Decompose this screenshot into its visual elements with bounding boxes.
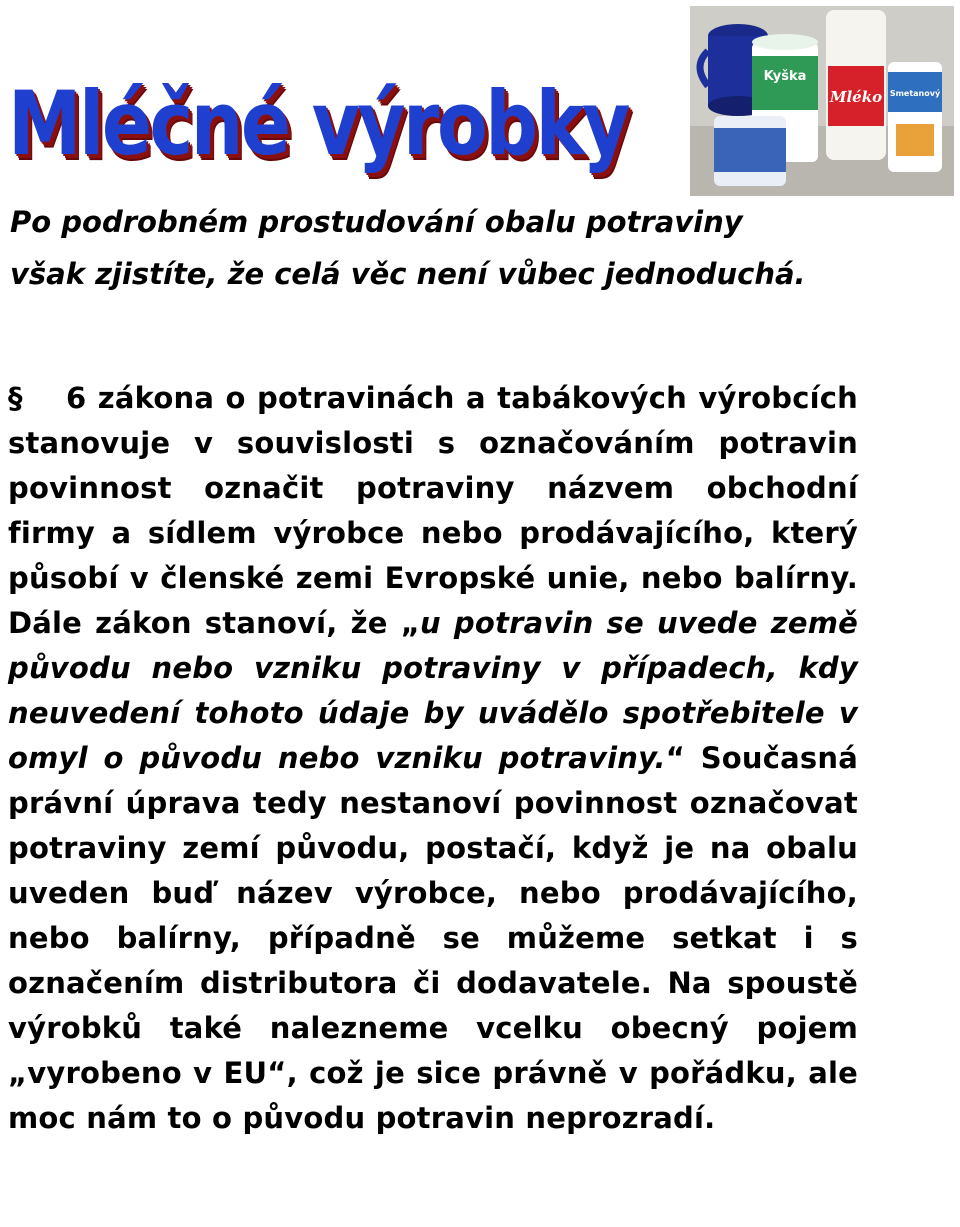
body-text-part2: “ Současná právní úprava tedy nestanoví povinnost označovat potraviny zemí původu, postačí, když je na obalu uveden buď název výrobce, nebo prodávajícího, nebo balírny, případně se můžeme setkat i s označením distributora či dodavatele. Na spoustě výrobků také nalezneme vcelku obecný pojem „vyrobeno v EU“, což je sice právně v pořádku, ale moc nám to o původu potravin neprozradí.: [8, 741, 858, 1135]
page-title: Mléčné výrobky: [8, 72, 628, 175]
section-mark: §: [8, 381, 23, 415]
cup-label-kyska: Kyška: [763, 69, 807, 84]
intro-paragraph: Po podrobném prostudování obalu potraviny však zjistíte, že celá věc není vůbec jednoduchá.: [10, 205, 806, 291]
body-text-part1: 6 zákona o potravinách a tabákových výrobcích stanovuje v souvislosti s označováním potravin povinnost označit potraviny názvem obchodní firmy a sídlem výrobce nebo prodávajícího, který působí v členské zemi Evropské unie, nebo balírny. Dále zákon stanoví, že „: [8, 381, 858, 640]
bottle-label-mleko: Mléko: [829, 88, 883, 106]
body-quote: u potravin se uvede země původu nebo vzniku potraviny v případech, kdy neuvedení tohoto údaje by uvádělo spotřebitele v omyl o původu nebo vzniku potraviny.: [8, 606, 858, 775]
dairy-products-photo: [690, 6, 954, 196]
body-paragraph: [8, 376, 858, 1141]
cup-label-smetanovy: Smetanový: [889, 89, 941, 98]
